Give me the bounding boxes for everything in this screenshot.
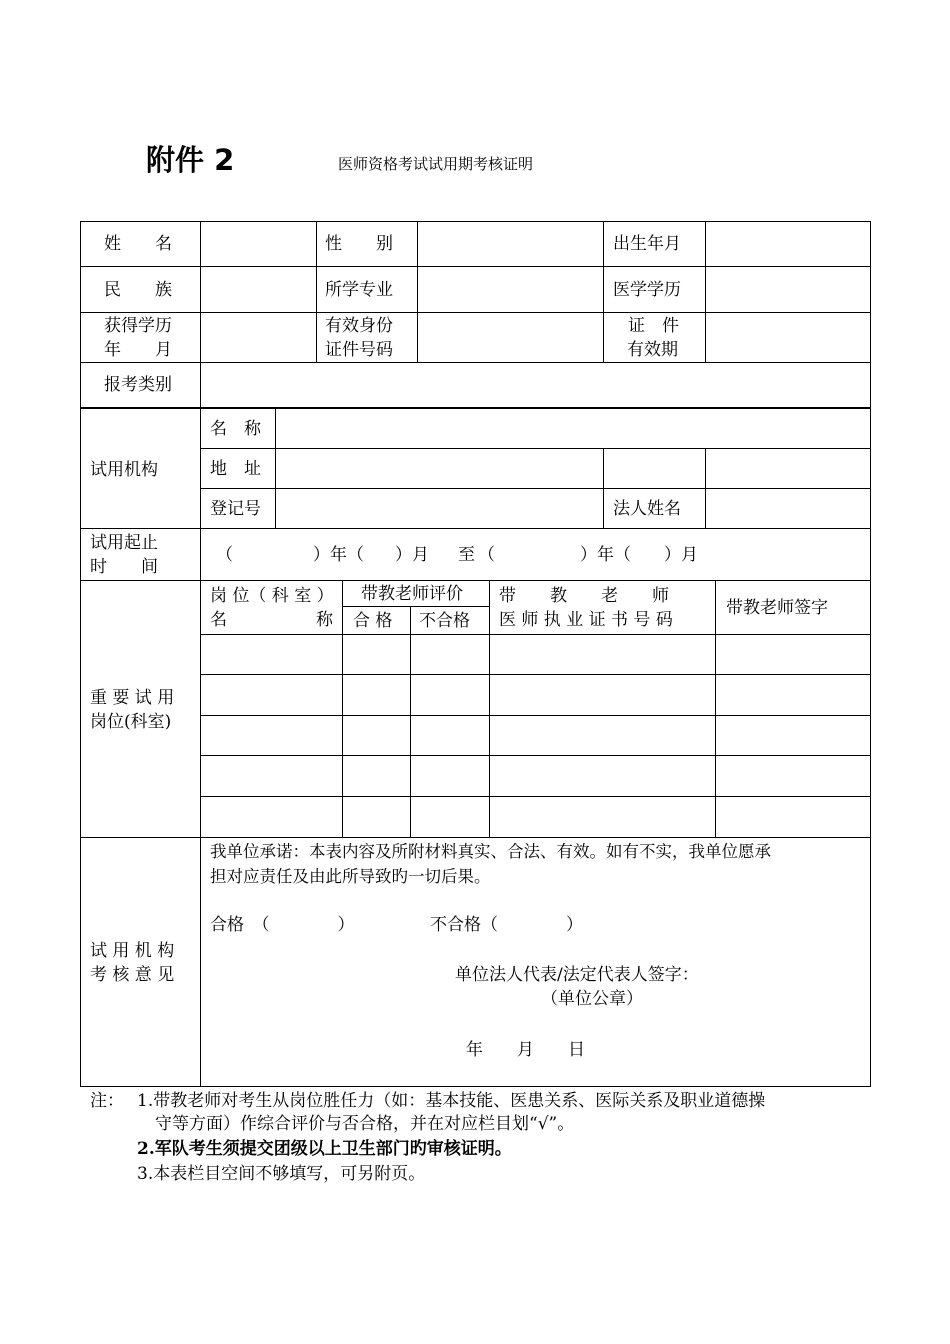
sign-column-header: 带教老师签字 xyxy=(726,598,828,618)
fail-cell[interactable] xyxy=(412,717,488,754)
attachment-label: 附件 2 xyxy=(146,143,235,177)
unit-seal-label: （单位公章） xyxy=(541,989,643,1009)
id-validity-label-line1: 证 件 xyxy=(628,316,679,336)
ethnic-label: 民 族 xyxy=(104,280,172,300)
degree-date-label-line2: 年 月 xyxy=(104,340,172,360)
id-number-field[interactable] xyxy=(419,314,602,361)
degree-date-label-line1: 获得学历 xyxy=(104,316,172,336)
teacher-signature-cell[interactable] xyxy=(717,676,869,714)
document-title: 医师资格考试试用期考核证明 xyxy=(338,155,534,173)
institution-name-label: 名 称 xyxy=(210,419,261,439)
certificate-column-header-line2: 医 师 执 业 证 书 号 码 xyxy=(499,610,673,630)
fail-cell[interactable] xyxy=(412,676,488,714)
legal-person-name-field[interactable] xyxy=(707,490,869,527)
commitment-text-line2: 担对应责任及由此所导致旳一切后果。 xyxy=(210,867,491,886)
period-start-month-suffix: ）月 xyxy=(395,545,429,565)
fail-column-header: 不合格 xyxy=(419,611,470,631)
post-column-header-line2a: 名 xyxy=(210,610,227,630)
name-field[interactable] xyxy=(202,223,315,265)
certificate-number-cell[interactable] xyxy=(491,757,714,795)
birth-label: 出生年月 xyxy=(613,234,681,254)
certificate-number-cell[interactable] xyxy=(491,717,714,754)
legal-person-name-label: 法人姓名 xyxy=(613,499,681,519)
institution-section-label: 试用机构 xyxy=(90,460,158,480)
pass-cell[interactable] xyxy=(344,717,409,754)
post-name-cell[interactable] xyxy=(202,676,341,714)
certificate-number-cell[interactable] xyxy=(491,676,714,714)
id-number-label-line1: 有效身份 xyxy=(325,316,393,336)
name-label: 姓 名 xyxy=(104,234,172,254)
period-open-paren-2: （ xyxy=(478,545,495,565)
period-start-year-field[interactable] xyxy=(232,540,312,570)
exam-type-field[interactable] xyxy=(202,364,869,406)
period-open-paren-1: （ xyxy=(216,545,233,565)
note-1-line2: 守等方面）作综合评价与否合格，并在对应栏目划“√”。 xyxy=(155,1114,575,1134)
post-name-cell[interactable] xyxy=(202,717,341,754)
registration-number-field[interactable] xyxy=(277,490,602,527)
fail-cell[interactable] xyxy=(412,798,488,836)
legal-representative-signature-label: 单位法人代表/法定代表人签字： xyxy=(455,965,699,985)
post-name-cell[interactable] xyxy=(202,798,341,836)
pass-cell[interactable] xyxy=(344,757,409,795)
id-validity-label-line2: 有效期 xyxy=(627,340,678,360)
institution-address-field[interactable] xyxy=(277,450,602,487)
gender-label: 性 别 xyxy=(325,234,393,254)
teacher-signature-cell[interactable] xyxy=(717,798,869,836)
commitment-text-line1: 我单位承诺：本表内容及所附材料真实、合法、有效。如有不实，我单位愿承 xyxy=(210,842,771,861)
teacher-signature-cell[interactable] xyxy=(717,757,869,795)
opinion-section-label-line2: 考 核 意 见 xyxy=(90,965,175,985)
posts-section-label-line1: 重 要 试 用 xyxy=(90,688,175,708)
gender-field[interactable] xyxy=(419,223,602,265)
period-label-line1: 试用起止 xyxy=(90,533,158,553)
id-validity-field[interactable] xyxy=(707,314,869,361)
medical-education-field[interactable] xyxy=(707,268,869,311)
major-field[interactable] xyxy=(419,268,602,311)
birth-field[interactable] xyxy=(707,223,869,265)
major-label: 所学专业 xyxy=(325,280,393,300)
period-end-month-field[interactable] xyxy=(640,540,662,570)
id-number-label-line2: 证件号码 xyxy=(325,340,393,360)
period-start-month-field[interactable] xyxy=(372,540,394,570)
certificate-number-cell[interactable] xyxy=(491,798,714,836)
period-label-line2: 时 间 xyxy=(90,557,158,577)
opinion-date: 年 月 日 xyxy=(466,1040,585,1060)
period-start-year-suffix: ）年（ xyxy=(313,545,364,565)
fail-cell[interactable] xyxy=(412,757,488,795)
note-2: 2.军队考生须提交团级以上卫生部门旳审核证明。 xyxy=(137,1139,512,1159)
teacher-signature-cell[interactable] xyxy=(717,717,869,754)
degree-date-field[interactable] xyxy=(202,314,315,361)
post-name-cell[interactable] xyxy=(202,636,341,673)
evaluation-column-header: 带教老师评价 xyxy=(361,584,463,604)
posts-section-label-line2: 岗位(科室) xyxy=(90,712,172,732)
teacher-signature-cell[interactable] xyxy=(717,636,869,673)
pass-option[interactable]: 合格 （ ） xyxy=(210,915,355,935)
pass-cell[interactable] xyxy=(344,636,409,673)
period-to-label: 至 xyxy=(458,545,475,565)
exam-type-label: 报考类别 xyxy=(104,375,172,395)
opinion-section-label-line1: 试 用 机 构 xyxy=(90,941,175,961)
institution-address-label: 地 址 xyxy=(210,459,261,479)
note-1-line1: 1.带教老师对考生从岗位胜任力（如：基本技能、医患关系、医际关系及职业道德操 xyxy=(137,1091,766,1111)
note-3: 3.本表栏目空间不够填写，可另附页。 xyxy=(137,1164,426,1184)
period-end-year-field[interactable] xyxy=(494,540,578,570)
fail-option[interactable]: 不合格（ ） xyxy=(430,915,583,935)
pass-cell[interactable] xyxy=(344,676,409,714)
pass-cell[interactable] xyxy=(344,798,409,836)
institution-name-field[interactable] xyxy=(277,410,869,447)
period-end-month-suffix: ）月 xyxy=(664,545,698,565)
certificate-column-header-line1: 带 教 老 师 xyxy=(499,586,669,606)
post-name-cell[interactable] xyxy=(202,757,341,795)
registration-number-label: 登记号 xyxy=(210,499,261,519)
pass-column-header: 合 格 xyxy=(353,611,393,631)
notes-label: 注： xyxy=(90,1091,124,1111)
post-column-header-line1: 岗 位（ 科 室 ） xyxy=(210,586,334,606)
certificate-number-cell[interactable] xyxy=(491,636,714,673)
fail-cell[interactable] xyxy=(412,636,488,673)
period-end-year-suffix: ）年（ xyxy=(580,545,631,565)
medical-education-label: 医学学历 xyxy=(613,280,681,300)
post-column-header-line2b: 称 xyxy=(316,610,333,630)
ethnic-field[interactable] xyxy=(202,268,315,311)
